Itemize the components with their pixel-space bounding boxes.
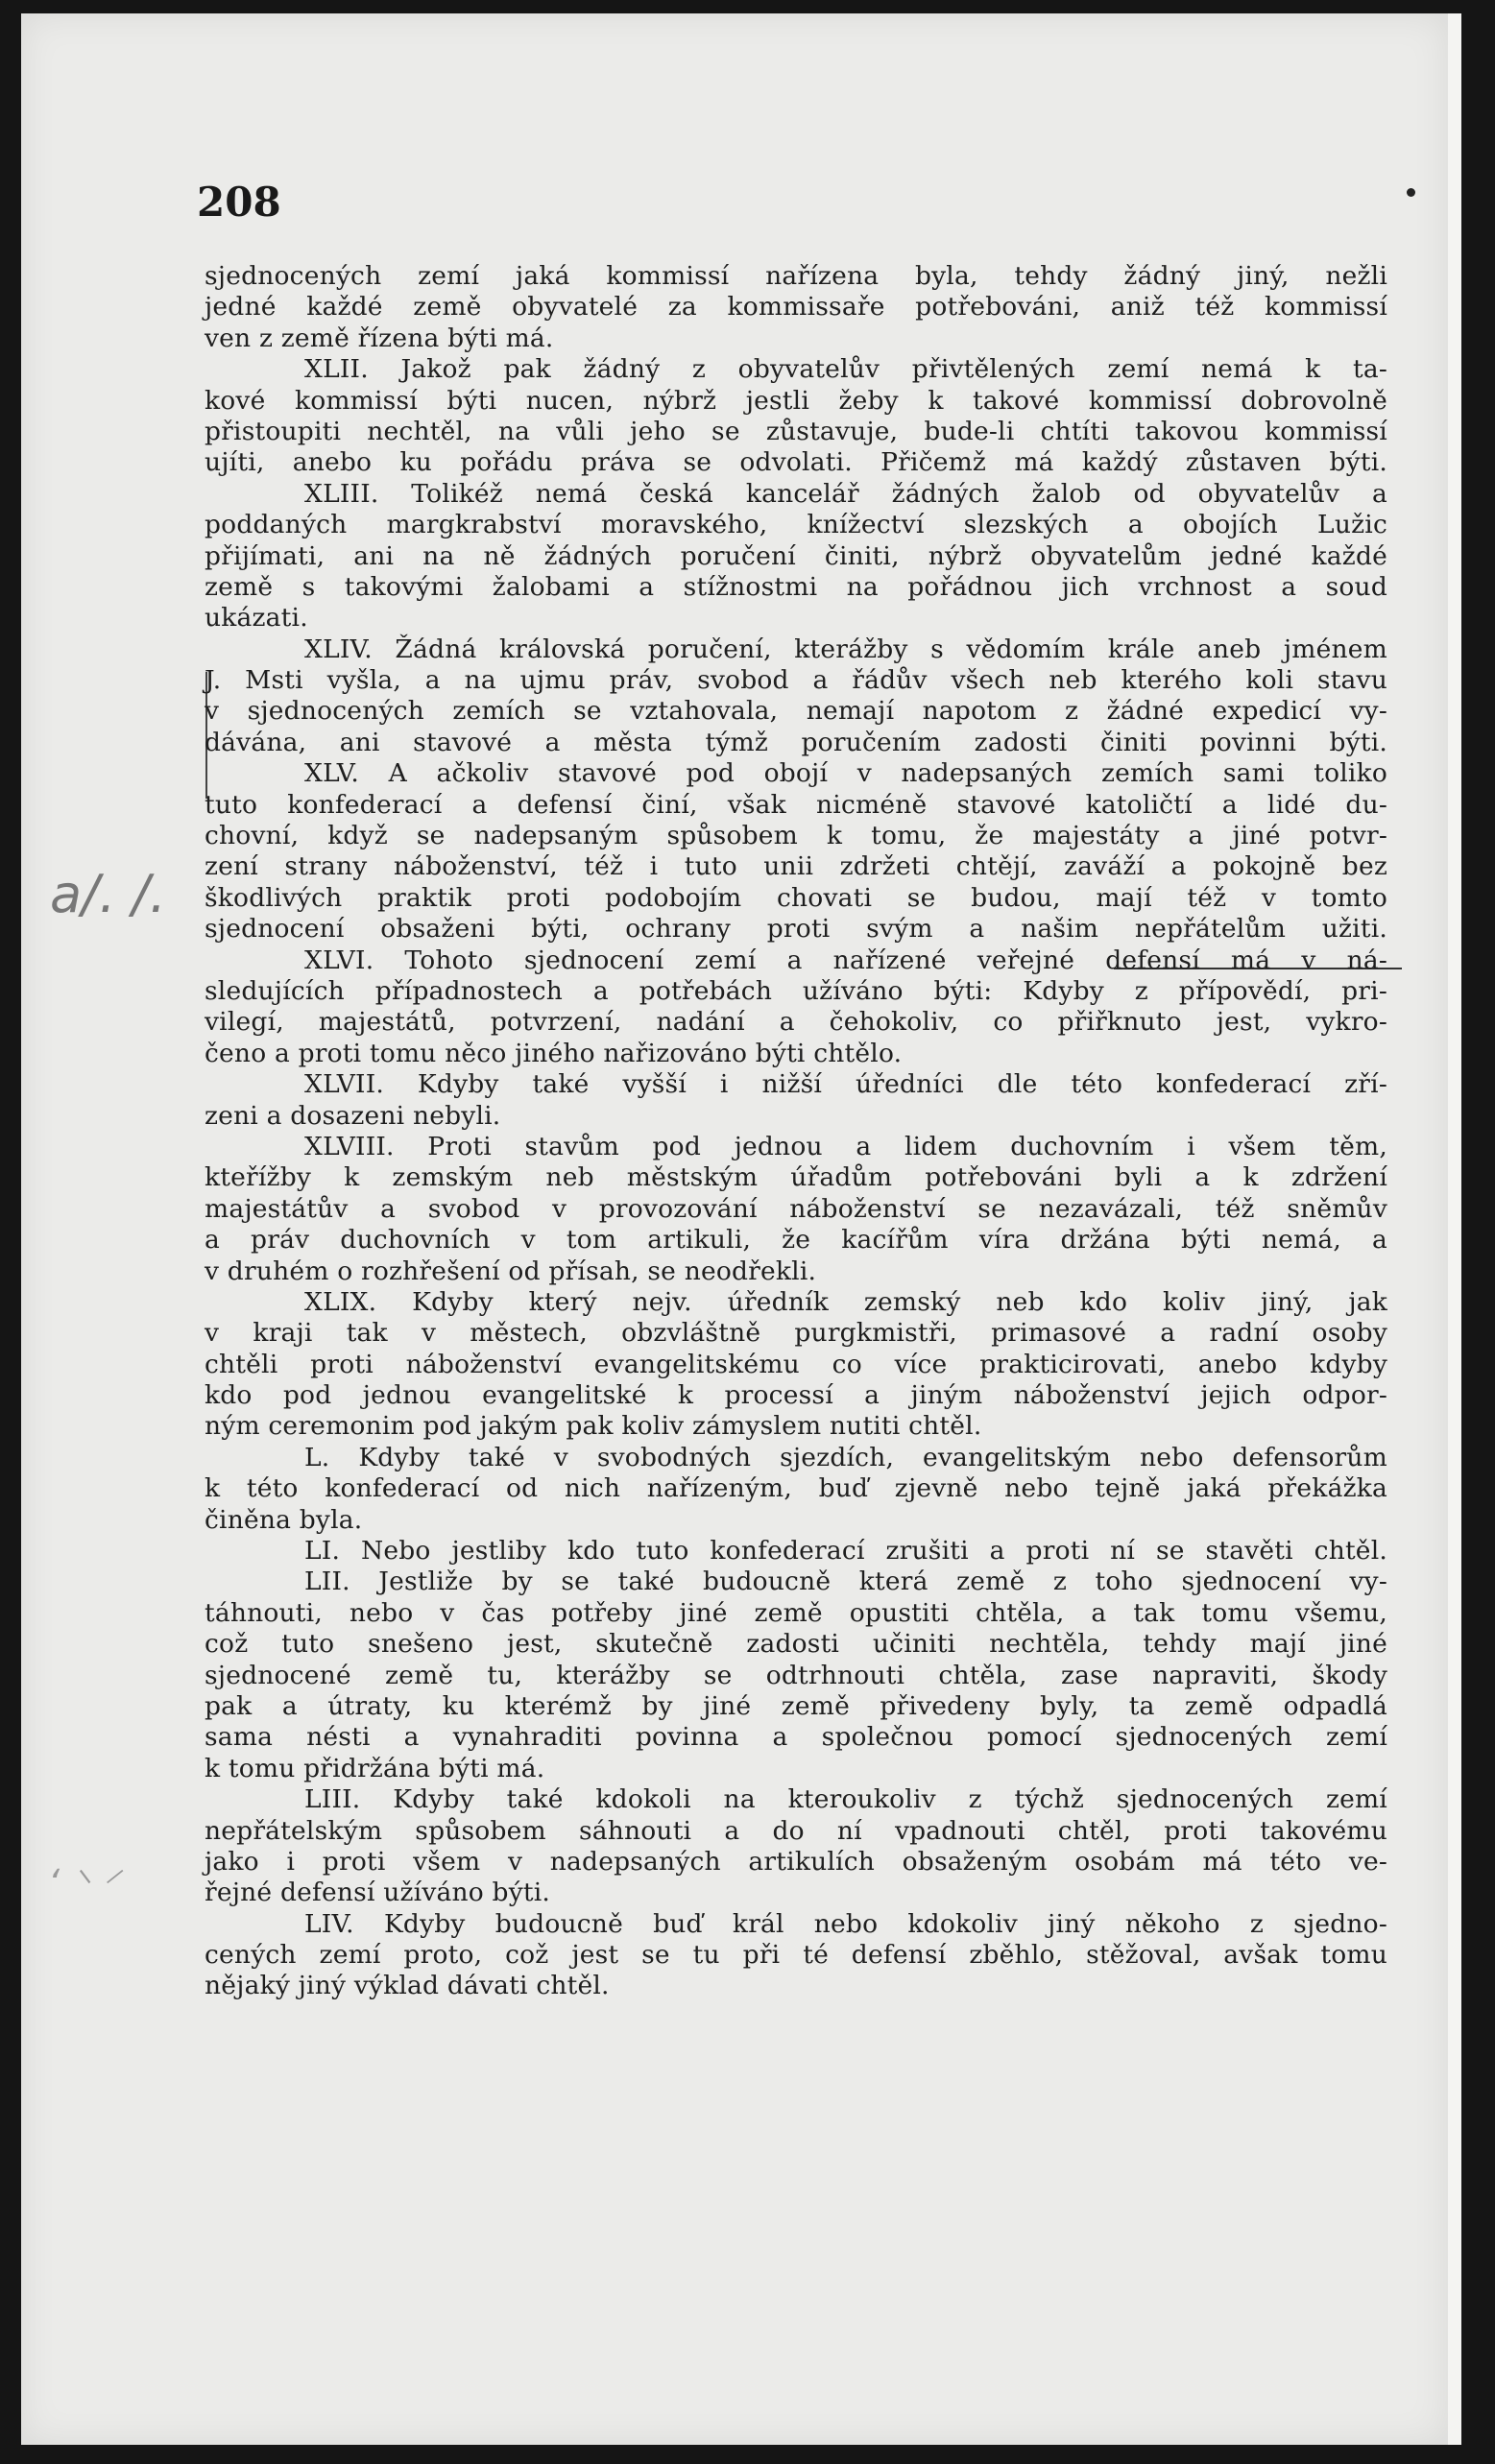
text-line: zení strany náboženství, též i tuto unii zdržeti chtějí, zaváží a pokojně bez [205,851,1387,882]
text-line: jako i proti všem v nadepsaných artikulích obsaženým osobám má této ve- [205,1846,1387,1877]
text-line: činěna byla. [205,1504,363,1535]
text-line: v druhém o rozhřešení od přísah, se neodřekli. [205,1256,817,1286]
article-start-line: LI. Nebo jestliby kdo tuto konfederací zrušiti a proti ní se stavěti chtěl. [304,1536,1387,1567]
text-line: v kraji tak v městech, obzvláštně purgkmistři, primasové a radní osoby [205,1318,1387,1349]
article-start-line: LII. Jestliže by se také budoucně která země z toho sjednocení vy- [304,1567,1387,1597]
text-line: kdo pod jednou evangelitské k processí a jiným náboženství jejich odpor- [205,1380,1387,1411]
margin-note-upper: a/. /. [50,864,166,924]
text-line: sjednocených zemí jaká kommissí nařízena byla, tehdy žádný jiný, nežli [205,261,1387,291]
text-line: tuto konfederací a defensí činí, však nicméně stavové katoličtí a lidé du- [205,789,1387,820]
text-line: kové kommissí býti nucen, nýbrž jestli žeby k takové kommissí dobrovolně [205,385,1387,416]
text-line: dávána, ani stavové a města týmž poručením zadosti činiti povinni býti. [205,727,1387,757]
text-line: sjednocení obsaženi býti, ochrany proti svým a našim nepřátelům užiti. [205,914,1387,945]
article-start-line: XLIII. Tolikéž nemá česká kancelář žádných žalob od obyvatelův a [304,478,1387,509]
text-line: ujíti, anebo ku pořádu práva se odvolati. Přičemž má každý zůstaven býti. [205,447,1387,478]
text-line: a práv duchovních v tom artikuli, že kacířům víra držána býti nemá, a [205,1225,1387,1256]
page-number: 208 [197,179,281,226]
text-line: táhnouti, nebo v čas potřeby jiné země opustiti chtěla, a tak tomu všemu, [205,1597,1387,1628]
text-line: J. Msti vyšla, a na ujmu práv, svobod a řádův všech neb kterého koli stavu [205,665,1387,696]
ink-dot-mark [1407,188,1415,197]
text-line: k této konfederací od nich nařízeným, buď zjevně nebo tejně jaká překážka [205,1473,1387,1504]
article-start-line: XLVIII. Proti stavům pod jednou a lidem duchovním i všem těm, [304,1131,1387,1161]
text-line: řejné defensí užíváno býti. [205,1878,551,1908]
body-text [205,261,1387,2002]
text-line: chovní, když se nadepsaným spůsobem k tomu, že majestáty a jiné potvr- [205,821,1387,851]
text-line: nějaký jiný výklad dávati chtěl. [205,1971,610,2001]
text-line: přijímati, ani na ně žádných poručení činiti, nýbrž obyvatelům jedné každé [205,540,1387,571]
text-line: čeno a proti tomu něco jiného nařizováno býti chtělo. [205,1038,903,1068]
text-line: majestátův a svobod v provozování náboženství se nezavázali, též sněmův [205,1193,1387,1224]
text-line: zeni a dosazeni nebyli. [205,1100,501,1131]
article-start-line: LIII. Kdyby také kdokoli na kteroukoliv z týchž sjednocených zemí [304,1784,1387,1815]
text-line: přistoupiti nechtěl, na vůli jeho se zůstavuje, bude-li chtíti takovou kommissí [205,416,1387,446]
text-line: chtěli proti náboženství evangelitskému co více prakticirovati, anebo kdyby [205,1349,1387,1379]
text-line: škodlivých praktik proti podobojím chovati se budou, mají též v tomto [205,882,1387,913]
text-line: poddaných margkrabství moravského, knížectví slezských a obojích Lužic [205,510,1387,540]
text-line: nepřátelským spůsobem sáhnouti a do ní vpadnouti chtěl, proti takovému [205,1815,1387,1846]
margin-note-lower: ʻ ⸌ ⸍ [48,1862,120,1904]
text-line: k tomu přidržána býti má. [205,1753,545,1783]
article-start-line: L. Kdyby také v svobodných sjezdích, evangelitským nebo defensorům [304,1442,1387,1472]
text-line: země s takovými žalobami a stížnostmi na pořádnou jich vrchnost a soud [205,571,1387,602]
text-line: sledujících případnostech a potřebách užíváno býti: Kdyby z přípovědí, pri- [205,975,1387,1006]
text-line: kteřížby k zemským neb městským úřadům potřebováni byli a k zdržení [205,1162,1387,1193]
text-line: v sjednocených zemích se vztahovala, nemají napotom z žádné expedicí vy- [205,696,1387,727]
article-start-line: XLVI. Tohoto sjednocení zemí a nařízené veřejné defensí má v ná- [304,945,1387,975]
article-start-line: LIV. Kdyby budoucně buď král nebo kdokoliv jiný někoho z sjedno- [304,1908,1387,1939]
text-line: sjednocené země tu, kterážby se odtrhnouti chtěla, zase napraviti, škody [205,1660,1387,1690]
article-start-line: XLIV. Žádná královská poručení, kterážby s vědomím krále aneb jménem [304,634,1387,664]
text-line: což tuto snešeno jest, skutečně zadosti učiniti nechtěla, tehdy mají jiné [205,1629,1387,1660]
text-line: ukázati. [205,603,308,634]
article-start-line: XLII. Jakož pak žádný z obyvatelův přivtělených zemí nemá k ta- [304,354,1387,385]
article-start-line: XLV. A ačkoliv stavové pod obojí v nadepsaných zemích sami toliko [304,758,1387,789]
text-line: vilegí, majestátů, potvrzení, nadání a čehokoliv, co přiřknuto jest, vykro- [205,1007,1387,1038]
text-line: ven z země řízena býti má. [205,323,554,353]
text-line: cených zemí proto, což jest se tu při té defensí zběhlo, stěžoval, avšak tomu [205,1940,1387,1971]
page-edge [1448,13,1461,2445]
text-line: ným ceremonim pod jakým pak koliv zámyslem nutiti chtěl. [205,1411,982,1442]
article-start-line: XLIX. Kdyby který nejv. úředník zemský neb kdo koliv jiný, jak [304,1286,1387,1317]
text-line: sama nésti a vynahraditi povinna a společnou pomocí sjednocených zemí [205,1722,1387,1753]
article-start-line: XLVII. Kdyby také vyšší i nižší úředníci dle této konfederací zří- [304,1069,1387,1100]
text-line: jedné každé země obyvatelé za kommissaře potřebováni, aniž též kommissí [205,292,1387,323]
text-line: pak a útraty, ku kterémž by jiné země přivedeny byly, ta země odpadlá [205,1690,1387,1721]
